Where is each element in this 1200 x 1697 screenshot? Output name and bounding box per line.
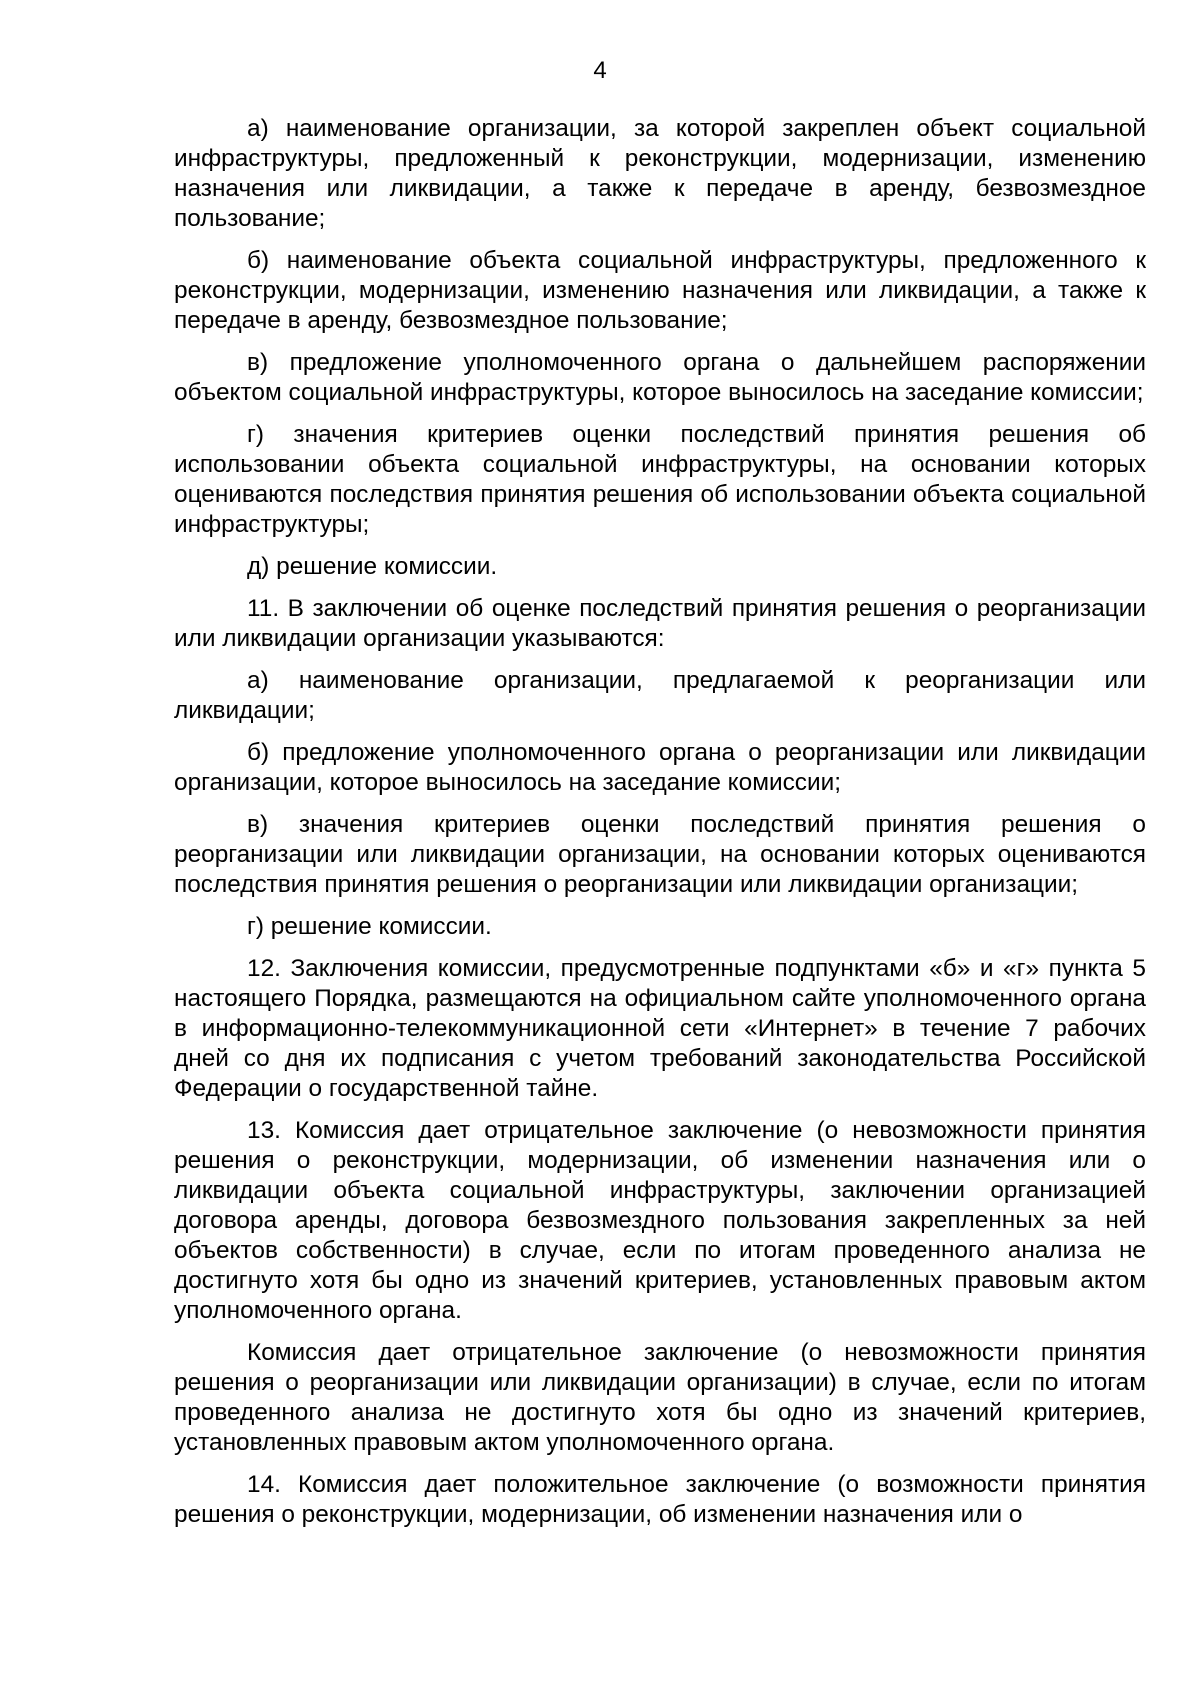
document-body (174, 114, 1146, 1542)
paragraph-a-org-name: а) наименование организации, за которой закреплен объект социальной инфраструктуры, предложенный к реконструкции, модернизации, изменению назначения или ликвидации, а также к передаче в аренду, безвозмездное пользование; (174, 115, 1146, 232)
paragraph-11-a: а) наименование организации, предлагаемой к реорганизации или ликвидации; (174, 667, 1146, 724)
paragraph-v-proposal: в) предложение уполномоченного органа о дальнейшем распоряжении объектом социальной инфраструктуры, которое выносилось на заседание комиссии; (174, 349, 1146, 406)
page-number: 4 (593, 57, 607, 84)
paragraph-g-criteria: г) значения критериев оценки последствий принятия решения об использовании объекта социальной инфраструктуры, на основании которых оцениваются последствия принятия решения об использовании объекта социальной инфраструктуры; (174, 421, 1146, 538)
paragraph-12: 12. Заключения комиссии, предусмотренные подпунктами «б» и «г» пункта 5 настоящего Порядка, размещаются на официальном сайте уполномоченного органа в информационно-телекоммуникационной сети «Интернет» в течение 7 рабочих дней со дня их подписания с учетом требований законодательства Российской Федерации о государственной тайне. (174, 955, 1146, 1102)
paragraph-11-b: б) предложение уполномоченного органа о реорганизации или ликвидации организации, которое выносилось на заседание комиссии; (174, 739, 1146, 796)
paragraph-13: 13. Комиссия дает отрицательное заключение (о невозможности принятия решения о реконструкции, модернизации, об изменении назначения или о ликвидации объекта социальной инфраструктуры, заключении организацией договора аренды, договора безвозмездного пользования закрепленных за ней объектов собственности) в случае, если по итогам проведенного анализа не достигнуто хотя бы одно из значений критериев, установленных правовым актом уполномоченного органа. (174, 1117, 1146, 1324)
paragraph-11: 11. В заключении об оценке последствий принятия решения о реорганизации или ликвидации организации указываются: (174, 595, 1146, 652)
paragraph-11-g: г) решение комиссии. (247, 913, 492, 940)
paragraph-14: 14. Комиссия дает положительное заключение (о возможности принятия решения о реконструкции, модернизации, об изменении назначения или о (174, 1471, 1146, 1528)
paragraph-b-object-name: б) наименование объекта социальной инфраструктуры, предложенного к реконструкции, модернизации, изменению назначения или ликвидации, а также к передаче в аренду, безвозмездное пользование; (174, 247, 1146, 334)
paragraph-11-v: в) значения критериев оценки последствий принятия решения о реорганизации или ликвидации организации, на основании которых оцениваются последствия принятия решения о реорганизации или ликвидации организации; (174, 811, 1146, 898)
paragraph-13-second: Комиссия дает отрицательное заключение (о невозможности принятия решения о реорганизации или ликвидации организации) в случае, если по итогам проведенного анализа не достигнуто хотя бы одно из значений критериев, установленных правовым актом уполномоченного органа. (174, 1339, 1146, 1456)
paragraph-d-decision: д) решение комиссии. (247, 553, 498, 580)
